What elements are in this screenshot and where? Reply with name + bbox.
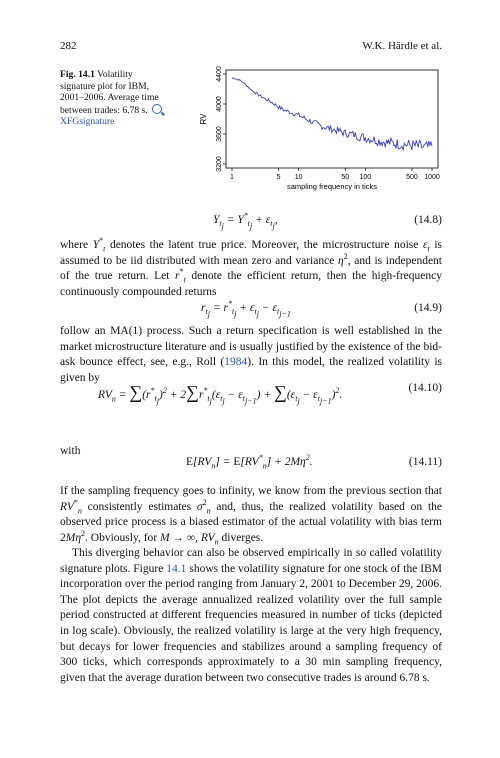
equation-number: (14.10)	[408, 382, 442, 394]
x-tick-label: 1	[230, 174, 234, 181]
equation-number: (14.8)	[414, 214, 442, 226]
x-tick-label: 500	[406, 174, 418, 181]
y-tick-label: 3200	[216, 156, 223, 172]
y-tick-label: 4400	[216, 66, 223, 82]
x-axis	[230, 168, 440, 181]
equation-14-8: $Y_{t_j} = Y^*_{t_j} + \varepsilon_{t_j}$, (14.8)	[213, 211, 442, 231]
citation-roll-1984[interactable]: 1984	[224, 356, 248, 369]
equation-number: (14.9)	[414, 302, 442, 314]
plot-area	[216, 66, 440, 181]
figure-reference[interactable]: 14.1	[166, 562, 187, 575]
y-axis-label: RV	[199, 113, 208, 125]
paragraph-1: where $Y^*_t$ denotes the latent true price. Moreover, the microstructure noise $\varepsilon_t$ is assumed to be iid distributed with mean zero and variance $\eta^2$, and is independent of the true return. Let $r^*_t$ denote the efficient return, then the high-frequency continuously compounded returns	[60, 236, 443, 298]
paragraph-4: This diverging behavior can also be observed empirically in so called volatility signature plots. Figure 14.1 shows the volatility signature for one stock of the IBM incorporation over the period ranging from January 2, 2001 to December 29, 2006. The plot depicts the average annualized realized volatility over the full sample period constructed at different frequencies measured in number of ticks (depicted in log scale). Obviously, the realized volatility is large at the very high frequency, but decays for lower frequencies and stabilizes around a sampling frequency of 300 ticks, which corresponds approximately to a 30 min sampling frequency, given that the average duration between two consecutive trades is around 6.78 s.	[60, 547, 442, 684]
running-header-authors: W.K. Härdle et al.	[362, 40, 442, 52]
figure-caption	[60, 69, 168, 128]
series-line-rv	[232, 78, 432, 150]
page-number: 282	[60, 40, 77, 52]
equation-14-10: $RV_n = \sum(r^*_{t_j})^2 + 2\sum r^*_{t_j}(\varepsilon_{t_j} - \varepsilon_{t_{j-1}}) + \sum(\varepsilon_{t_j} - \varepsilon_{t_{j-1}})^2$. (14.10)	[98, 382, 442, 406]
y-axis	[216, 66, 226, 172]
paragraph-2: follow an MA(1) process. Such a return specification is well established in the market microstructure literature and is usually justified by the existence of the bid-ask bounce effect, see, e.g., Roll (1984). In this model, the realized volatility is given by	[60, 325, 442, 384]
x-tick-label: 5	[276, 174, 281, 181]
volatility-signature-chart	[196, 64, 444, 196]
magnifier-icon[interactable]	[152, 104, 162, 114]
x-tick-label: 10	[294, 174, 303, 181]
y-tick-label: 3600	[216, 126, 223, 142]
equation-number: (14.11)	[408, 456, 442, 468]
figure-label: Fig. 14.1	[60, 69, 95, 80]
quantlet-link[interactable]: XFGsignature	[60, 116, 115, 127]
x-tick-label: 100	[359, 174, 372, 181]
equation-14-9: $r_{t_j} = r^*_{t_j} + \varepsilon_{t_j} - \varepsilon_{t_{j-1}}$ (14.9)	[201, 299, 442, 319]
figure-caption-text: Volatility signature plot for IBM, 2001–2006. Average time between trades: 6.78 s.	[60, 69, 159, 116]
equation-14-11: $E[RV_n] = E[RV^*_n] + 2M\eta^2$. (14.11)	[186, 453, 442, 471]
x-axis-label: sampling frequency in ticks	[286, 182, 378, 191]
x-tick-label: 1000	[424, 174, 440, 181]
x-tick-label: 50	[341, 174, 350, 181]
plot-frame	[226, 70, 438, 168]
y-tick-label: 4000	[216, 96, 223, 112]
paragraph-3: If the sampling frequency goes to infinity, we know from the previous section that $RV^*_n$ consistently estimates $\sigma^2_n$ and, thus, the realized volatility based on the observed price process is a biased estimator of the actual volatility with bias term $2M\eta^2$. Obviously, for M → ∞, $RV_n$ diverges.	[60, 485, 443, 547]
with-text: with	[60, 445, 81, 457]
